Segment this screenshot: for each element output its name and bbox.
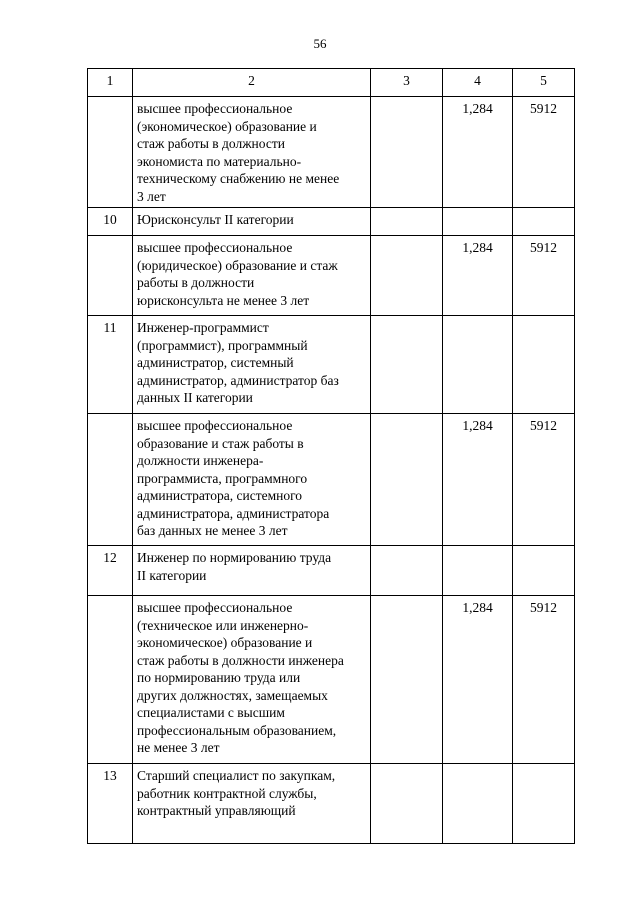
row-salary (513, 208, 575, 236)
row-description: Старший специалист по закупкам, работник контрактной службы, контрактный управляющий (133, 764, 371, 844)
data-table (87, 68, 575, 844)
column-header: 5 (513, 69, 575, 97)
row-coefficient: 1,284 (443, 97, 513, 208)
row-salary: 5912 (513, 596, 575, 764)
column-header: 4 (443, 69, 513, 97)
row-number (88, 97, 133, 208)
table-row (88, 236, 575, 316)
row-description: высшее профессиональное (техническое или инженерно- экономическое) образование и стаж работы в должности инженера по нормированию труда или других должностях, замещаемых специалистами с высшим профессиональным образованием, не менее 3 лет (133, 596, 371, 764)
column-header: 3 (371, 69, 443, 97)
row-salary: 5912 (513, 414, 575, 546)
row-number (88, 414, 133, 546)
row-col3 (371, 596, 443, 764)
row-salary (513, 764, 575, 844)
row-col3 (371, 414, 443, 546)
table-row (88, 208, 575, 236)
row-number: 12 (88, 546, 133, 596)
row-number (88, 596, 133, 764)
table-row (88, 596, 575, 764)
row-coefficient: 1,284 (443, 414, 513, 546)
row-salary (513, 316, 575, 414)
row-coefficient: 1,284 (443, 596, 513, 764)
table-row (88, 764, 575, 844)
row-coefficient (443, 546, 513, 596)
row-salary: 5912 (513, 236, 575, 316)
row-number: 10 (88, 208, 133, 236)
row-col3 (371, 764, 443, 844)
row-description: Инженер по нормированию труда II категории (133, 546, 371, 596)
row-description: высшее профессиональное (экономическое) образование и стаж работы в должности экономиста по материально- техническому снабжению не менее 3 лет (133, 97, 371, 208)
row-number (88, 236, 133, 316)
row-col3 (371, 316, 443, 414)
row-coefficient (443, 764, 513, 844)
row-col3 (371, 236, 443, 316)
row-description: высшее профессиональное образование и стаж работы в должности инженера- программиста, программного администратора, системного администратора, администратора баз данных не менее 3 лет (133, 414, 371, 546)
row-description: высшее профессиональное (юридическое) образование и стаж работы в должности юрисконсульта не менее 3 лет (133, 236, 371, 316)
row-description: Юрисконсульт II категории (133, 208, 371, 236)
table-row (88, 546, 575, 596)
row-description: Инженер-программист (программист), программный администратор, системный администратор, администратор баз данных II категории (133, 316, 371, 414)
table-header-row (88, 69, 575, 97)
row-coefficient (443, 316, 513, 414)
table-row (88, 316, 575, 414)
row-coefficient (443, 208, 513, 236)
row-col3 (371, 208, 443, 236)
page-number: 56 (313, 36, 327, 51)
table-row (88, 414, 575, 546)
table-row (88, 97, 575, 208)
row-number: 11 (88, 316, 133, 414)
row-coefficient: 1,284 (443, 236, 513, 316)
column-header: 1 (88, 69, 133, 97)
column-header: 2 (133, 69, 371, 97)
row-number: 13 (88, 764, 133, 844)
row-salary: 5912 (513, 97, 575, 208)
row-salary (513, 546, 575, 596)
row-col3 (371, 546, 443, 596)
row-col3 (371, 97, 443, 208)
